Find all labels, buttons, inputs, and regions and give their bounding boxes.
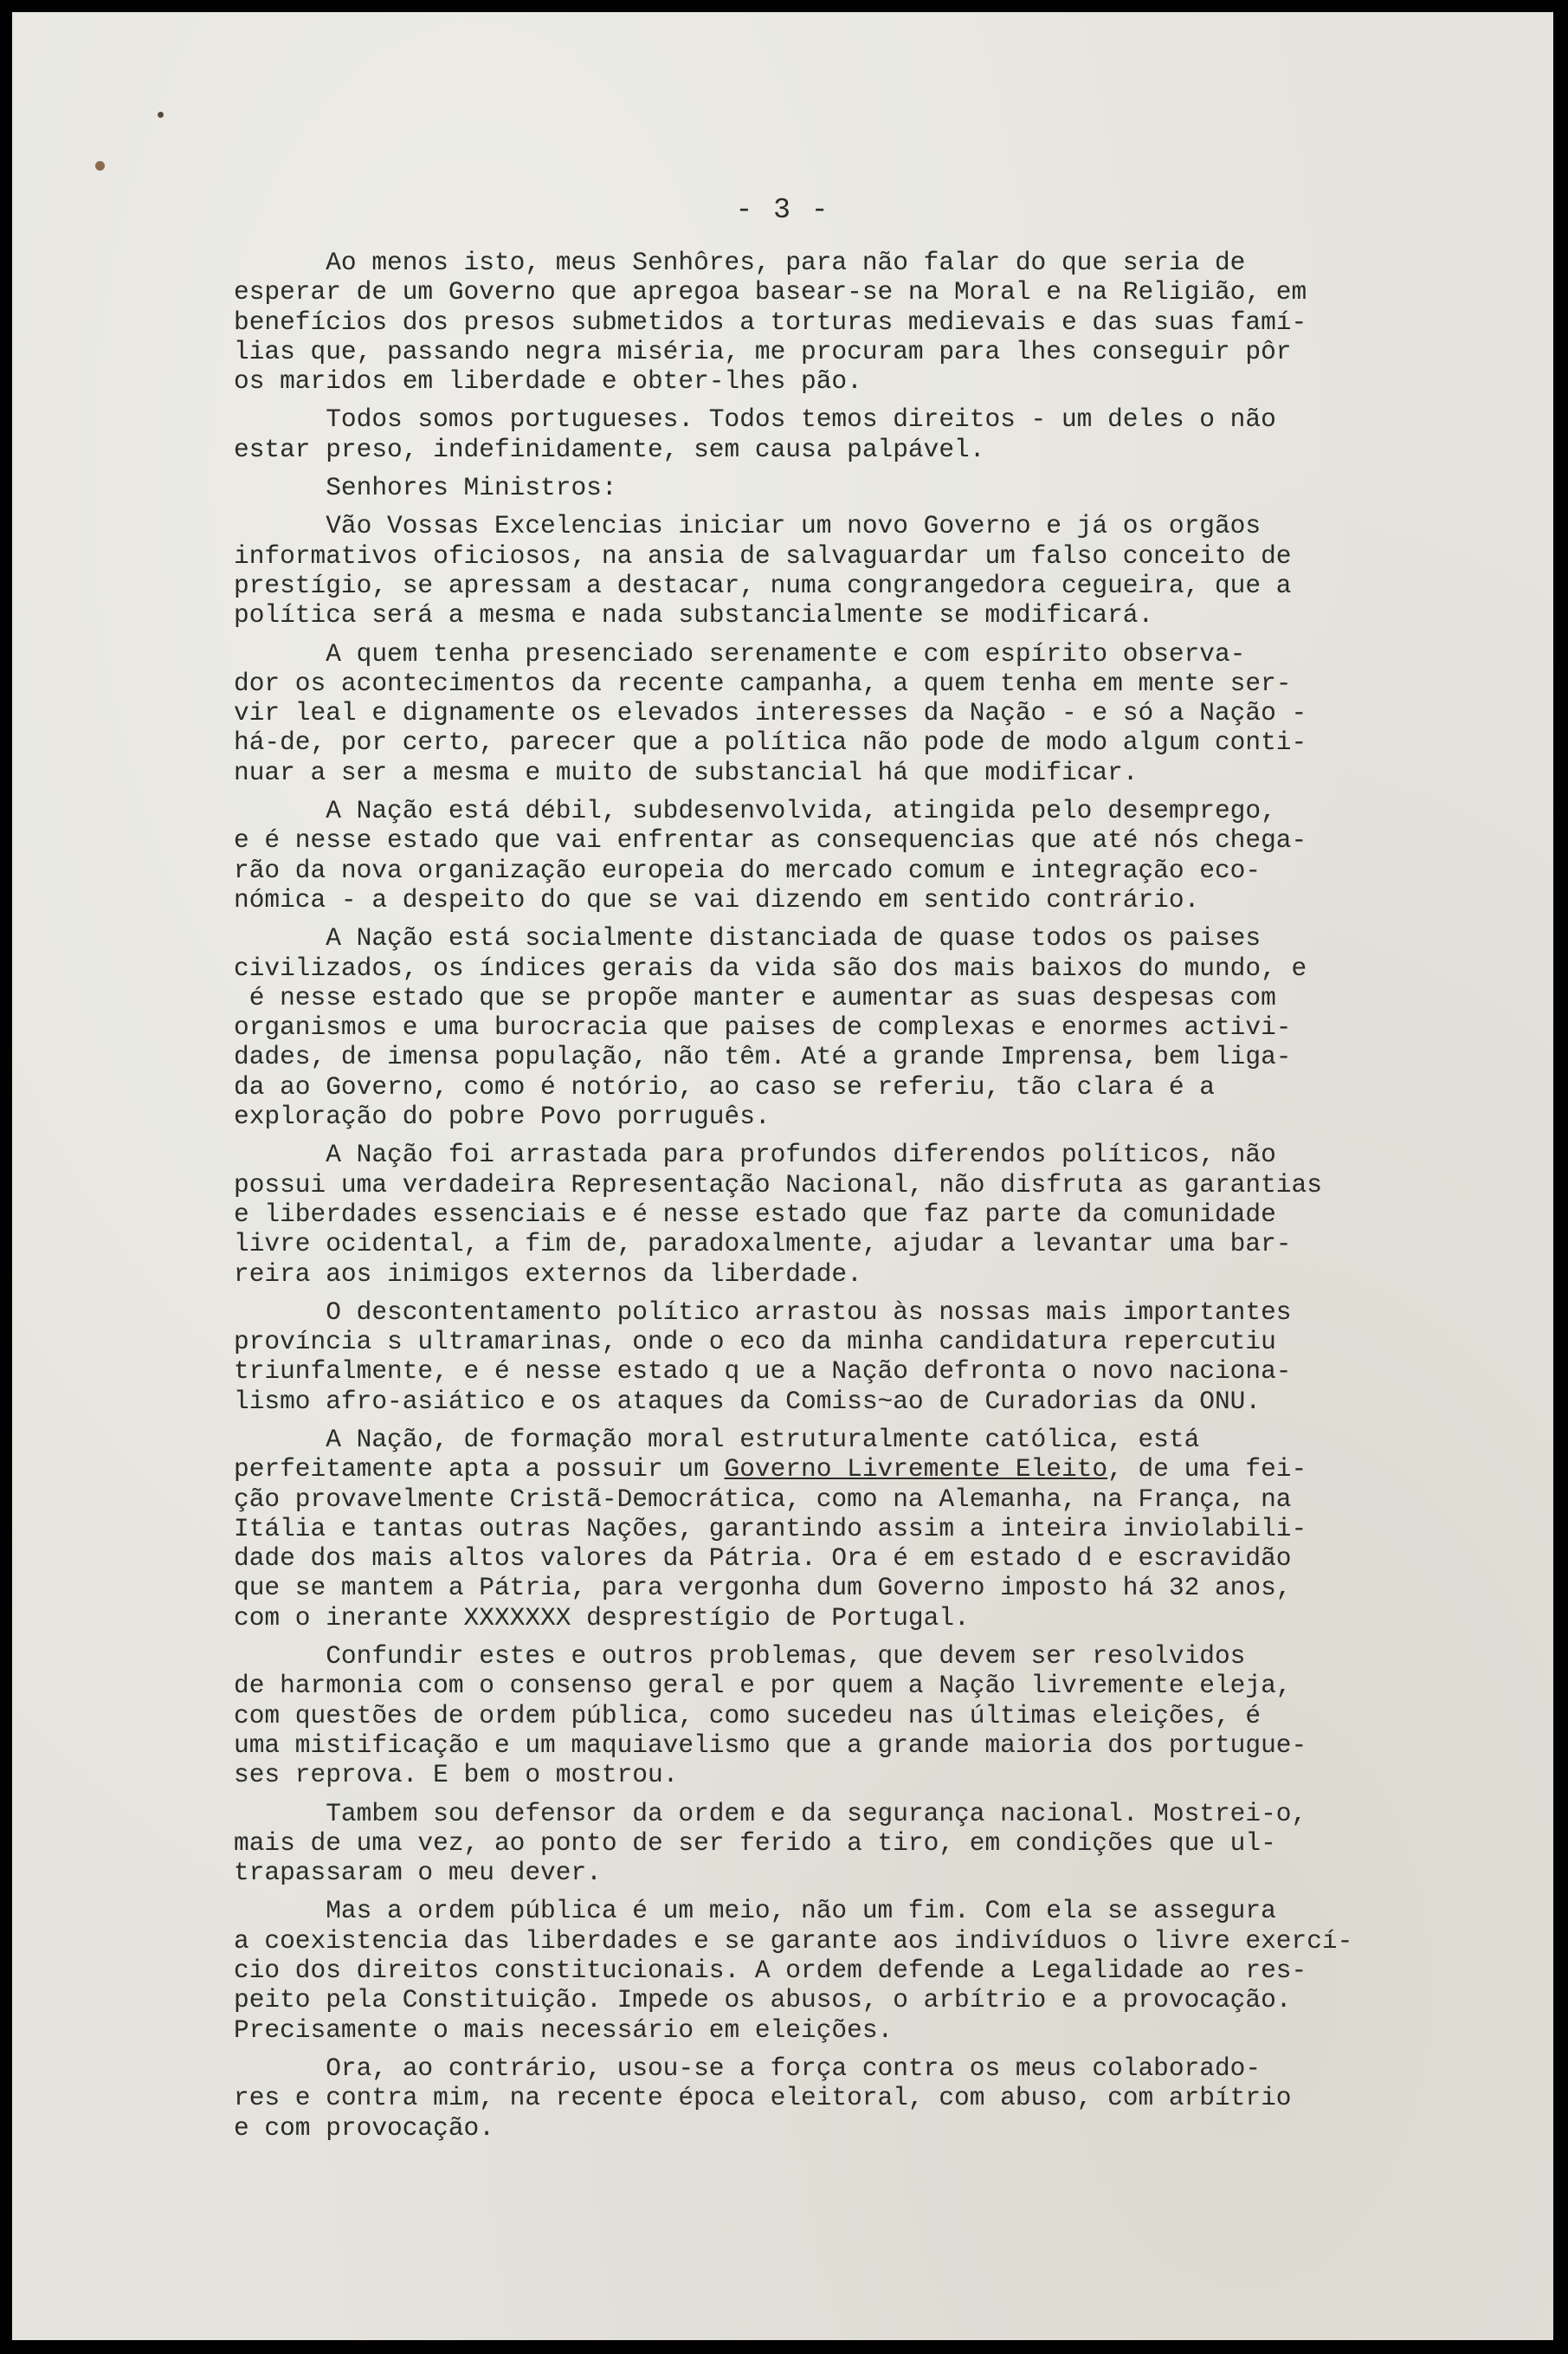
text-line: reira aos inimigos externos da liberdade. (234, 1258, 862, 1289)
text-line: mais de uma vez, ao ponto de ser ferido a tiro, em condições que ul- (234, 1827, 1276, 1858)
text-line: Senhores Ministros: (234, 473, 617, 503)
paragraph (234, 1641, 1472, 1789)
text-line: é nesse estado que se propõe manter e aumentar as suas despesas com (234, 982, 1276, 1012)
typewritten-page (12, 12, 1553, 2340)
text-line: ses reprova. E bem o mostrou. (234, 1760, 679, 1790)
text-line: livre ocidental, a fim de, paradoxalmente, ajudar a levantar uma bar- (234, 1229, 1292, 1259)
text-line: esperar de um Governo que apregoa basear-se na Moral e na Religião, em (234, 277, 1307, 307)
text-line: vir leal e dignamente os elevados interesses da Nação - e só a Nação - (234, 698, 1307, 728)
paragraph (234, 511, 1472, 630)
text-line: com questões de ordem pública, como sucedeu nas últimas eleições, é (234, 1700, 1261, 1730)
text-line: A Nação está socialmente distanciada de quase todos os paises (234, 923, 1261, 954)
page-number: - 3 - (735, 194, 830, 226)
text-line: Itália e tantas outras Nações, garantindo assim a inteira inviolabili- (234, 1513, 1307, 1543)
text-line: A quem tenha presenciado serenamente e com espírito observa- (234, 638, 1246, 669)
text-line: informativos oficiosos, na ansia de salvaguardar um falso conceito de (234, 540, 1292, 571)
paragraph (234, 1297, 1472, 1416)
text-line: exploração do pobre Povo porruguês. (234, 1102, 771, 1132)
paragraph (234, 796, 1472, 915)
text-line: triunfalmente, e é nesse estado q ue a Nação defronta o novo naciona- (234, 1356, 1292, 1387)
text-line: há-de, por certo, parecer que a política não pode de modo algum conti- (234, 728, 1307, 758)
text-line: Confundir estes e outros problemas, que devem ser resolvidos (234, 1641, 1246, 1672)
text-line: nómica - a despeito do que se vai dizendo em sentido contrário. (234, 884, 1200, 915)
text-line: dade dos mais altos valores da Pátria. Ora é em estado d e escravidão (234, 1543, 1292, 1574)
text-line: uma mistificação e um maquiavelismo que a grande maioria dos portugue- (234, 1730, 1307, 1760)
text-line: os maridos em liberdade e obter-lhes pão. (234, 366, 862, 397)
letter-body (234, 248, 1472, 2151)
text-line: que se mantem a Pátria, para vergonha dum Governo imposto há 32 anos, (234, 1573, 1292, 1603)
text-line: Precisamente o mais necessário em eleições. (234, 2014, 894, 2045)
paragraph (234, 1896, 1472, 2044)
text-line: A Nação está débil, subdesenvolvida, atingida pelo desemprego, (234, 796, 1276, 826)
text-line: A Nação foi arrastada para profundos diferendos políticos, não (234, 1140, 1276, 1170)
paragraph (234, 404, 1472, 464)
text-line: lias que, passando negra miséria, me procuram para lhes conseguir pôr (234, 336, 1292, 366)
text-line: e liberdades essenciais e é nesse estado que faz parte da comunidade (234, 1199, 1276, 1229)
paragraph (234, 639, 1472, 787)
text-line: e é nesse estado que vai enfrentar as consequencias que até nós chega- (234, 825, 1307, 856)
binder-hole-mark (95, 161, 105, 171)
text-line: res e contra mim, na recente época eleitoral, com abuso, com arbítrio (234, 2083, 1292, 2113)
text-line: Ora, ao contrário, usou-se a força contra os meus colaborado- (234, 2053, 1261, 2083)
paragraph (234, 1425, 1472, 1633)
text-line: política será a mesma e nada substancialmente se modificará. (234, 600, 1154, 631)
text-line: e com provocação. (234, 2112, 494, 2143)
paragraph (234, 473, 1472, 502)
paragraph (234, 248, 1472, 396)
text-line: Vão Vossas Excelencias iniciar um novo Governo e já os orgãos (234, 511, 1261, 541)
text-line: da ao Governo, como é notório, ao caso se referiu, tão clara é a (234, 1071, 1215, 1102)
text-line: perfeitamente apta a possuir um Governo Livremente Eleito, de uma fei- (234, 1454, 1307, 1484)
text-line: ção provavelmente Cristã-Democrática, como na Alemanha, na França, na (234, 1484, 1292, 1514)
text-line: estar preso, indefinidamente, sem causa palpável. (234, 434, 985, 464)
text-line: rão da nova organização europeia do mercado comum e integração eco- (234, 855, 1261, 885)
text-line: Ao menos isto, meus Senhôres, para não falar do que seria de (234, 248, 1246, 277)
text-line: O descontentamento político arrastou às nossas mais importantes (234, 1297, 1292, 1327)
text-line: trapassaram o meu dever. (234, 1858, 602, 1888)
text-line: Mas a ordem pública é um meio, não um fim. Com ela se assegura (234, 1896, 1276, 1926)
underlined-phrase: Governo Livremente Eleito (724, 1454, 1108, 1484)
text-line: civilizados, os índices gerais da vida são dos mais baixos do mundo, e (234, 953, 1307, 983)
text-line: a coexistencia das liberdades e se garante aos indivíduos o livre exercí- (234, 1925, 1353, 1956)
text-line: organismos e uma burocracia que paises de complexas e enormes activi- (234, 1012, 1292, 1043)
paragraph (234, 1140, 1472, 1288)
text-line: dor os acontecimentos da recente campanha, a quem tenha em mente ser- (234, 668, 1292, 698)
text-line: prestígio, se apressam a destacar, numa congrangedora cegueira, que a (234, 570, 1292, 600)
text-line: província s ultramarinas, onde o eco da minha candidatura repercutiu (234, 1327, 1276, 1357)
paragraph (234, 2053, 1472, 2143)
binder-hole-mark (158, 112, 164, 118)
text-line: peito pela Constituição. Impede os abusos, o arbítrio e a provocação. (234, 1985, 1292, 2015)
text-line: nuar a ser a mesma e muito de substancial há que modificar. (234, 757, 1139, 787)
text-line: de harmonia com o consenso geral e por quem a Nação livremente eleja, (234, 1671, 1292, 1701)
text-line: com o inerante XXXXXXX desprestígio de Portugal. (234, 1602, 970, 1633)
text-line: lismo afro-asiático e os ataques da Comiss~ao de Curadorias da ONU. (234, 1386, 1261, 1416)
text-line: A Nação, de formação moral estruturalmente católica, está (234, 1424, 1200, 1454)
text-line: Todos somos portugueses. Todos temos direitos - um deles o não (234, 404, 1276, 435)
paragraph (234, 1799, 1472, 1888)
text-line: benefícios dos presos submetidos a torturas medievais e das suas famí- (234, 307, 1307, 337)
text-line: possui uma verdadeira Representação Nacional, não disfruta as garantias (234, 1169, 1322, 1200)
text-line: dades, de imensa população, não têm. Até a grande Imprensa, bem liga- (234, 1042, 1292, 1072)
paragraph (234, 923, 1472, 1131)
text-line: Tambem sou defensor da ordem e da segurança nacional. Mostrei-o, (234, 1798, 1307, 1828)
text-line: cio dos direitos constitucionais. A ordem defende a Legalidade ao res- (234, 1956, 1307, 1986)
